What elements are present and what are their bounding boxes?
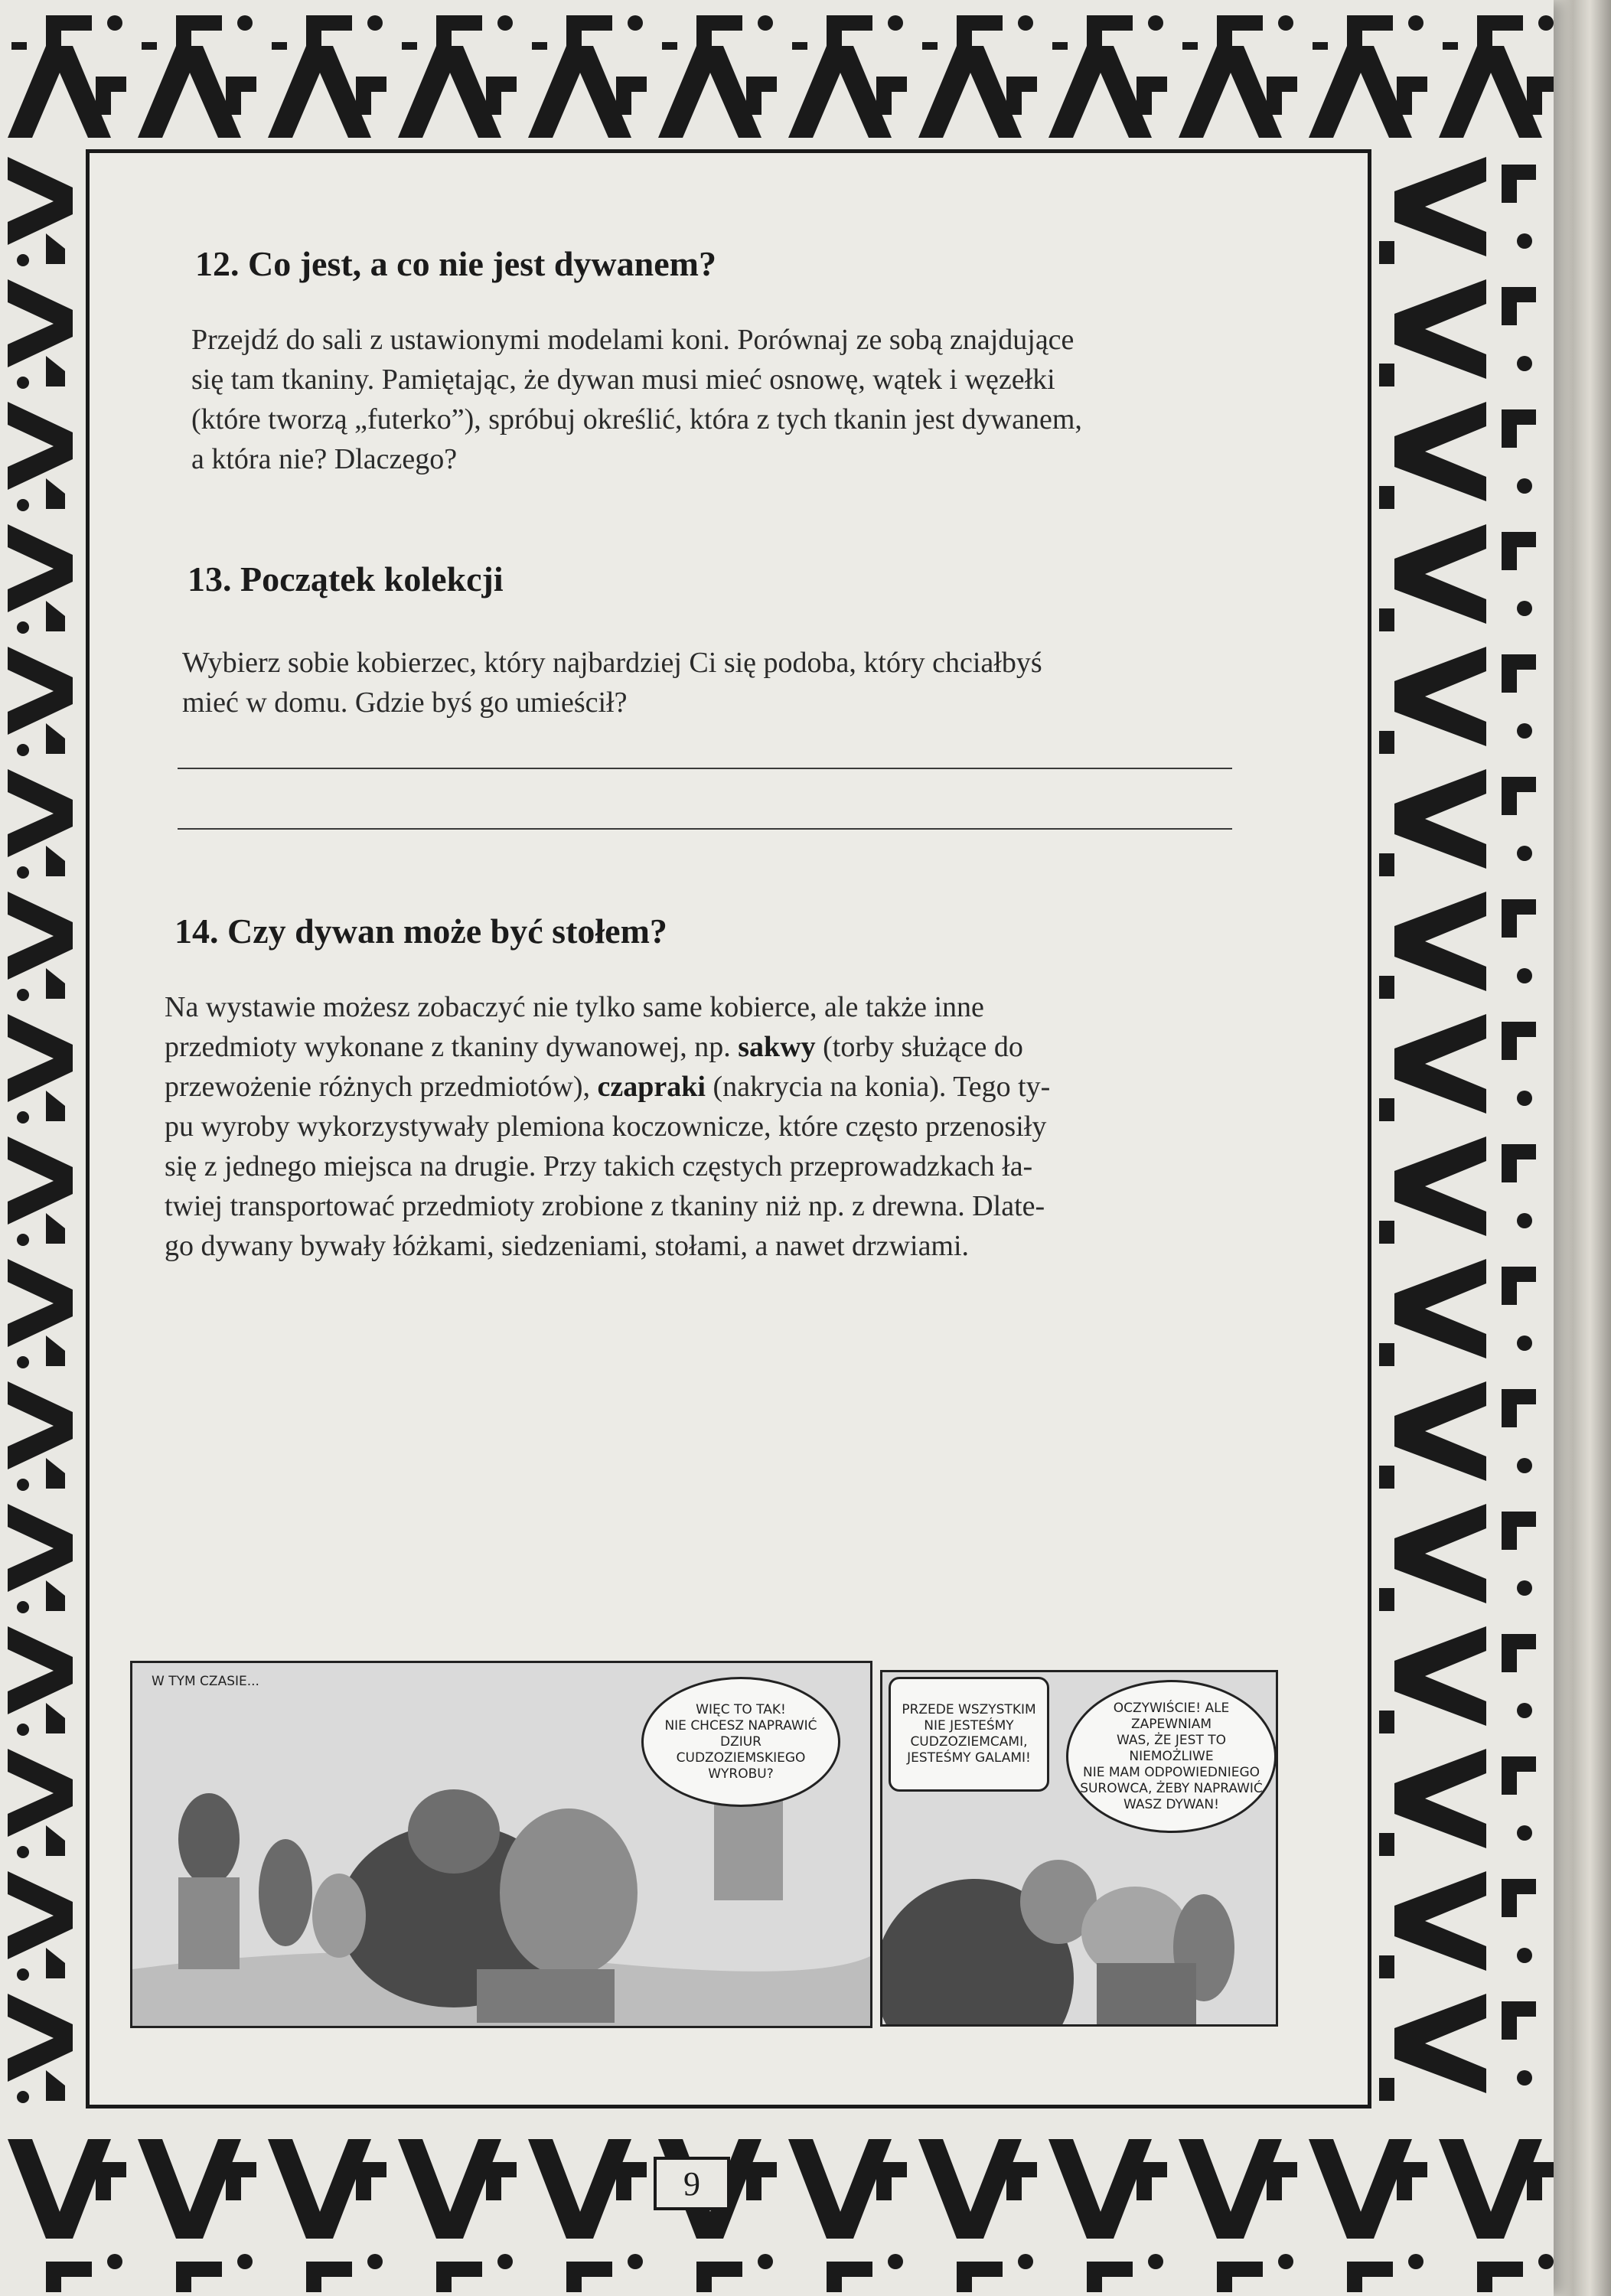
bubble-3-line-2: WAS, ŻE JEST TO NIEMOŻLIWE bbox=[1117, 1732, 1226, 1764]
exercise-14-text bbox=[165, 987, 1259, 1266]
answer-line-1[interactable] bbox=[178, 768, 1232, 769]
speech-bubble-1 bbox=[641, 1677, 840, 1807]
bubble-3-line-5: WASZ DYWAN! bbox=[1123, 1796, 1219, 1812]
bubble-2-line-3: CUDZOZIEMCAMI, bbox=[910, 1734, 1028, 1750]
exercise-14-line-4: pu wyroby wykorzystywały plemiona koczownicze, które często przenosiły bbox=[165, 1110, 1047, 1143]
exercise-14-heading: 14. Czy dywan może być stołem? bbox=[174, 912, 667, 951]
bubble-2-line-1: PRZEDE WSZYSTKIM bbox=[902, 1702, 1036, 1717]
bubble-1-line-2: NIE CHCESZ NAPRAWIĆ bbox=[664, 1717, 817, 1733]
bubble-1-line-1: WIĘC TO TAK! bbox=[696, 1701, 786, 1717]
speech-bubble-3 bbox=[1066, 1680, 1277, 1833]
bubble-1-line-3: DZIUR CUDZOZIEMSKIEGO bbox=[676, 1733, 806, 1766]
exercise-13-heading: 13. Początek kolekcji bbox=[188, 559, 504, 598]
bubble-3-line-3: NIE MAM ODPOWIEDNIEGO bbox=[1082, 1764, 1260, 1780]
line-3-start: przewożenie różnych przedmiotów), bbox=[165, 1071, 598, 1103]
border-top bbox=[0, 0, 1554, 149]
exercise-13-line-1: Wybierz sobie kobierzec, który najbardziej Ci się podoba, który chciałbyś bbox=[182, 647, 1042, 679]
exercise-14-line-3 bbox=[165, 1067, 1259, 1107]
line-2-start: przedmioty wykonane z tkaniny dywanowej, np. bbox=[165, 1031, 739, 1063]
page-number: 9 bbox=[654, 2157, 730, 2210]
exercise-12-line-1: Przejdź do sali z ustawionymi modelami koni. Porównaj ze sobą znajdujące bbox=[191, 324, 1075, 356]
border-bottom bbox=[0, 2108, 1554, 2296]
border-right bbox=[1371, 149, 1554, 2108]
bubble-2-line-2: NIE JESTEŚMY bbox=[924, 1718, 1014, 1733]
comic-caption: W TYM CZASIE... bbox=[152, 1674, 259, 1689]
exercise-14-line-7: go dywany bywały łóżkami, siedzeniami, stołami, a nawet drzwiami. bbox=[165, 1230, 970, 1262]
bubble-3-line-4: SUROWCA, ŻEBY NAPRAWIĆ bbox=[1080, 1780, 1263, 1796]
bubble-2-line-4: JESTEŚMY GALAMI! bbox=[907, 1750, 1031, 1766]
comic-panel-2 bbox=[880, 1670, 1278, 2027]
exercise-13-line-2: mieć w domu. Gdzie byś go umieścił? bbox=[182, 687, 628, 719]
exercise-12-text bbox=[191, 320, 1255, 479]
exercise-14-line-1: Na wystawie możesz zobaczyć nie tylko same kobierce, ale także inne bbox=[165, 991, 984, 1023]
exercise-13-text bbox=[182, 643, 1254, 722]
exercise-14-line-6: twiej transportować przedmioty zrobione z tkaniny niż np. z drewna. Dlate- bbox=[165, 1190, 1045, 1222]
border-left bbox=[0, 149, 86, 2108]
term-czapraki: czapraki bbox=[597, 1071, 706, 1103]
exercise-12-heading: 12. Co jest, a co nie jest dywanem? bbox=[195, 244, 716, 283]
exercise-12-line-3: (które tworzą „futerko”), spróbuj określić, która z tych tkanin jest dywanem, bbox=[191, 403, 1082, 435]
exercise-14-line-2 bbox=[165, 1027, 1259, 1067]
answer-line-2[interactable] bbox=[178, 828, 1232, 830]
exercise-12-line-4: a która nie? Dlaczego? bbox=[191, 443, 458, 475]
speech-bubble-2 bbox=[889, 1677, 1049, 1792]
bubble-1-line-4: WYROBU? bbox=[708, 1766, 774, 1782]
line-3-end: (nakrycia na konia). Tego ty- bbox=[705, 1071, 1051, 1103]
exercise-14-line-5: się z jednego miejsca na drugie. Przy takich częstych przeprowadzkach ła- bbox=[165, 1150, 1033, 1182]
line-2-end: (torby służące do bbox=[815, 1031, 1023, 1063]
bubble-3-line-1: OCZYWIŚCIE! ALE ZAPEWNIAM bbox=[1113, 1700, 1230, 1732]
term-sakwy: sakwy bbox=[738, 1031, 816, 1063]
comic-panel-1 bbox=[130, 1661, 872, 2028]
exercise-12-line-2: się tam tkaniny. Pamiętając, że dywan musi mieć osnowę, wątek i węzełki bbox=[191, 364, 1055, 396]
